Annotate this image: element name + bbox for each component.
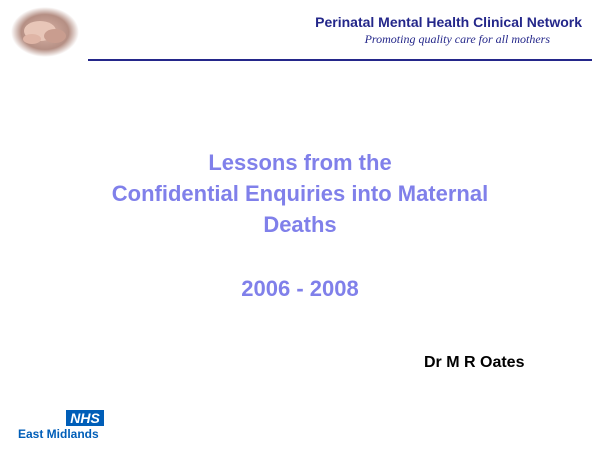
slide-years: 2006 - 2008 [241, 276, 359, 301]
slide-title-line-3: Deaths [263, 212, 337, 237]
nhs-logo-badge: NHS [66, 410, 104, 426]
nhs-region-name: East Midlands [18, 427, 99, 441]
mother-baby-logo-photo [10, 6, 80, 58]
author-name: Dr M R Oates [424, 354, 525, 371]
header-divider [88, 59, 592, 61]
slide-title [40, 147, 560, 240]
network-title: Perinatal Mental Health Clinical Network [315, 14, 582, 30]
slide-title-line-2: Confidential Enquiries into Maternal [111, 181, 489, 206]
slide-title-line-1: Lessons from the [208, 150, 392, 175]
network-tagline: Promoting quality care for all mothers [364, 32, 550, 46]
